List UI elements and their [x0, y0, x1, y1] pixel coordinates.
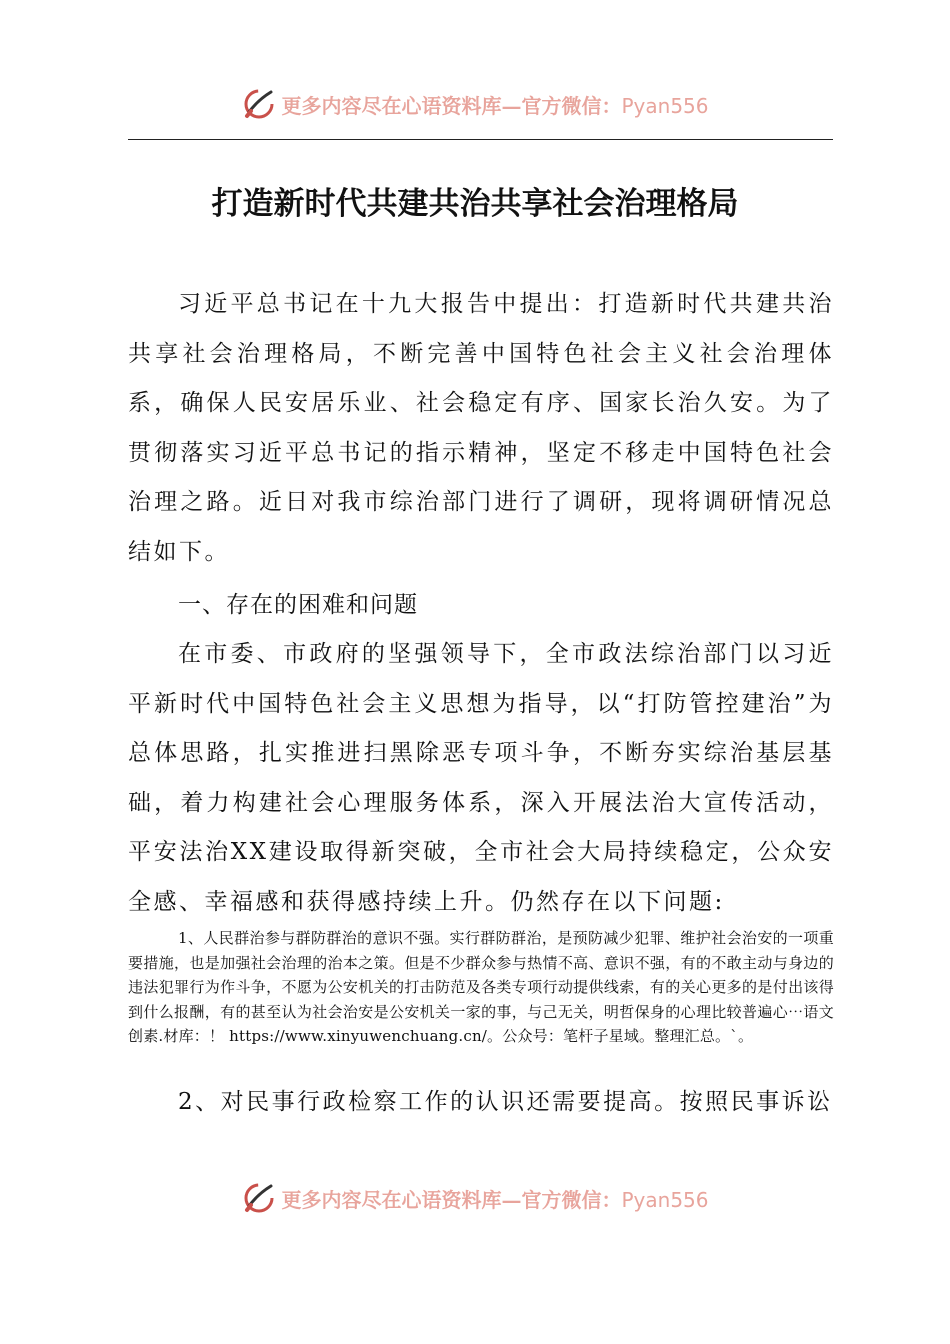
watermark-text: 更多内容尽在心语资料库—官方微信：Pyan556	[281, 1187, 709, 1212]
watermark-footer	[0, 1176, 950, 1220]
section-heading: 一、存在的困难和问题	[178, 592, 418, 618]
section-paragraph: 在市委、市政府的坚强领导下，全市政法综治部门以习近平新时代中国特色社会主义思想为指导，以“打防管控建治”为总体思路，扎实推进扫黑除恶专项斗争，不断夯实综治基层基础，着力构建社会心理服务体系，深入开展法治大宣传活动，平安法治XX建设取得新突破，全市社会大局持续稳定，公众安全感、幸福感和获得感持续上升。仍然存在以下问题:	[128, 641, 834, 915]
item-2-paragraph: 2、对民事行政检察工作的认识还需要提高。按照民事诉讼	[178, 1089, 833, 1115]
ink-brush-logo-icon	[241, 86, 277, 122]
watermark-header	[0, 82, 950, 126]
watermark-text: 更多内容尽在心语资料库—官方微信：Pyan556	[281, 93, 709, 118]
item-1-paragraph: 1、人民群治参与群防群治的意识不强。实行群防群治，是预防减少犯罪、维护社会治安的一项重要措施，也是加强社会治理的治本之策。但是不少群众参与热情不高、意识不强，有的不敢主动与身边的违法犯罪行为作斗争，不愿为公安机关的打击防范及各类专项行动提供线索，有的关心更多的是付出该得到什么报酬，有的甚至认为社会治安是公安机关一家的事，与己无关，明哲保身的心理比较普遍心⋯语文创素.材库：！ https://www.xinyuwenchuang.cn/。公众号：笔杆子星域。整理汇总。`。	[128, 929, 834, 1045]
intro-paragraph: 习近平总书记在十九大报告中提出：打造新时代共建共治共享社会治理格局，不断完善中国特色社会主义社会治理体系，确保人民安居乐业、社会稳定有序、国家长治久安。为了贯彻落实习近平总书记的指示精神，坚定不移走中国特色社会治理之路。近日对我市综治部门进行了调研，现将调研情况总结如下。	[128, 291, 834, 565]
ink-brush-logo-icon	[241, 1180, 277, 1216]
header-divider	[128, 139, 833, 140]
document-title: 打造新时代共建共治共享社会治理格局	[211, 186, 739, 222]
wechat-id: Pyan556	[621, 93, 709, 118]
wechat-id: Pyan556	[621, 1187, 709, 1212]
